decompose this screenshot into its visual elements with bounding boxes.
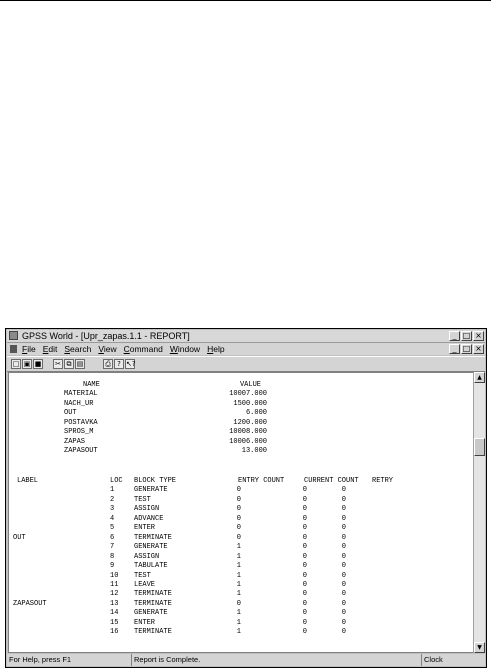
context-help-icon[interactable]: ↖?	[126, 360, 136, 368]
block-entry-count: 1	[236, 562, 241, 571]
document-icon[interactable]	[10, 345, 17, 353]
block-retry: 0	[341, 505, 346, 514]
menu-label-rest: dit	[48, 344, 58, 354]
name-cell: ZAPASOUT	[64, 447, 98, 456]
menu-mnemonic: C	[123, 344, 130, 354]
block-retry: 0	[341, 495, 346, 504]
block-loc: 7	[110, 543, 115, 552]
block-current-count: 0	[302, 609, 307, 618]
block-current-count: 0	[302, 514, 307, 523]
doc-restore-button[interactable]: □	[462, 344, 471, 353]
blocks-header-retry: RETRY	[372, 477, 394, 485]
block-type: ASSIGN	[134, 505, 160, 514]
block-loc: 5	[110, 524, 115, 533]
block-entry-count: 1	[236, 543, 241, 552]
menu-help[interactable]	[207, 343, 224, 355]
block-loc: 15	[110, 618, 119, 627]
block-type: TEST	[134, 571, 151, 580]
block-type: GENERATE	[134, 486, 168, 495]
menu-window[interactable]	[170, 343, 200, 355]
block-current-count: 0	[302, 571, 307, 580]
title-bar[interactable]	[7, 330, 485, 343]
block-retry: 0	[341, 514, 346, 523]
menu-mnemonic: E	[42, 344, 49, 354]
block-current-count: 0	[302, 599, 307, 608]
names-header-value: VALUE	[239, 381, 261, 389]
block-type: TEST	[134, 495, 151, 504]
block-current-count: 0	[302, 524, 307, 533]
value-cell: 10008.000	[229, 428, 267, 437]
menu-bar	[7, 343, 485, 355]
block-current-count: 0	[302, 495, 307, 504]
name-cell: ZAPAS	[64, 437, 86, 446]
block-retry: 0	[341, 562, 346, 571]
block-loc: 14	[110, 609, 119, 618]
blocks-header-block-type: BLOCK TYPE	[134, 477, 177, 485]
block-entry-count: 1	[236, 618, 241, 627]
block-current-count: 0	[302, 486, 307, 495]
block-retry: 0	[341, 580, 346, 589]
menu-mnemonic: F	[22, 344, 28, 354]
cut-icon[interactable]: ✂	[53, 359, 63, 369]
block-type: TERMINATE	[134, 628, 172, 637]
block-type: GENERATE	[134, 609, 168, 618]
block-entry-count: 0	[236, 599, 241, 608]
block-retry: 0	[341, 552, 346, 561]
name-cell: NACH_UR	[64, 399, 94, 408]
menu-label-rest: elp	[213, 344, 225, 354]
minimize-button[interactable]: _	[449, 331, 460, 341]
block-type: LEAVE	[134, 580, 156, 589]
name-cell: MATERIAL	[64, 390, 98, 399]
menu-label-rest: earch	[70, 344, 92, 354]
status-clock: Clock	[421, 654, 487, 666]
value-cell: 10007.000	[229, 390, 267, 399]
help-icon[interactable]: ?	[114, 359, 124, 369]
block-type: TERMINATE	[134, 599, 172, 608]
block-loc: 12	[110, 590, 119, 599]
block-loc: 8	[110, 552, 115, 561]
block-current-count: 0	[302, 628, 307, 637]
block-current-count: 0	[302, 580, 307, 589]
new-file-icon[interactable]: □	[12, 360, 20, 368]
value-cell: 1200.000	[233, 418, 267, 427]
menu-view[interactable]	[98, 343, 116, 355]
toolbar	[7, 356, 485, 372]
block-label: OUT	[13, 533, 26, 542]
menu-search[interactable]	[64, 343, 91, 355]
vertical-scrollbar[interactable]	[473, 372, 485, 653]
block-entry-count: 1	[236, 590, 241, 599]
gpss-world-window	[5, 328, 487, 668]
block-type: ENTER	[134, 524, 156, 533]
block-type: TABULATE	[134, 562, 168, 571]
scroll-down-button[interactable]: ▼	[474, 642, 485, 653]
block-entry-count: 0	[236, 505, 241, 514]
block-current-count: 0	[302, 543, 307, 552]
status-bar	[7, 654, 485, 666]
block-type: ASSIGN	[134, 552, 160, 561]
value-cell: 13.000	[241, 447, 267, 456]
block-retry: 0	[341, 599, 346, 608]
block-type: GENERATE	[134, 543, 168, 552]
print-icon[interactable]: ⎙	[103, 359, 113, 369]
scroll-up-button[interactable]: ▲	[474, 372, 485, 383]
block-entry-count: 0	[236, 533, 241, 542]
block-loc: 11	[110, 580, 119, 589]
status-help-text: For Help, press F1	[9, 655, 72, 664]
blocks-header-entry-count: ENTRY COUNT	[238, 477, 285, 485]
block-type: ADVANCE	[134, 514, 164, 523]
block-loc: 6	[110, 533, 115, 542]
block-entry-count: 1	[236, 580, 241, 589]
window-title: GPSS World - [Upr_zapas.1.1 - REPORT]	[22, 331, 190, 341]
block-entry-count: 1	[236, 552, 241, 561]
status-message: Report is Complete.	[131, 654, 421, 666]
toolbar-group	[103, 359, 135, 369]
block-entry-count: 0	[236, 514, 241, 523]
block-retry: 0	[341, 524, 346, 533]
menu-mnemonic: V	[98, 344, 104, 354]
block-loc: 13	[110, 599, 119, 608]
menu-label-rest: ile	[27, 344, 36, 354]
menu-command[interactable]	[124, 343, 163, 355]
block-loc: 2	[110, 495, 115, 504]
block-current-count: 0	[302, 590, 307, 599]
page-top-rule	[0, 0, 491, 1]
block-type: TERMINATE	[134, 533, 172, 542]
scroll-thumb[interactable]	[474, 438, 485, 456]
save-icon[interactable]: ■	[34, 360, 42, 368]
blocks-header-label: LABEL	[17, 477, 39, 485]
menu-label-rest: indow	[177, 344, 201, 354]
block-retry: 0	[341, 628, 346, 637]
menu-mnemonic: H	[207, 344, 214, 354]
name-cell: SPROS_M	[64, 428, 94, 437]
block-current-count: 0	[302, 618, 307, 627]
block-type: TERMINATE	[134, 590, 172, 599]
blocks-header-loc: LOC	[110, 477, 123, 485]
block-loc: 1	[110, 486, 115, 495]
menu-mnemonic: W	[169, 344, 178, 354]
block-type: ENTER	[134, 618, 156, 627]
report-pane[interactable]	[8, 372, 474, 653]
menu-edit[interactable]	[43, 343, 58, 355]
block-retry: 0	[341, 590, 346, 599]
open-file-icon[interactable]: ▣	[23, 360, 31, 368]
block-retry: 0	[341, 609, 346, 618]
block-entry-count: 0	[236, 495, 241, 504]
block-entry-count: 1	[236, 628, 241, 637]
block-entry-count: 1	[236, 609, 241, 618]
block-entry-count: 0	[236, 524, 241, 533]
toolbar-group	[11, 359, 43, 369]
block-retry: 0	[341, 486, 346, 495]
block-current-count: 0	[302, 505, 307, 514]
copy-icon[interactable]: ⧉	[64, 359, 74, 369]
menu-file[interactable]	[22, 343, 36, 355]
doc-minimize-button[interactable]: _	[449, 344, 460, 354]
maximize-button[interactable]: □	[462, 331, 471, 340]
app-icon[interactable]	[9, 331, 18, 340]
menu-mnemonic: S	[64, 344, 71, 354]
value-cell: 1500.000	[233, 399, 267, 408]
name-cell: POSTAVKA	[64, 418, 98, 427]
block-retry: 0	[341, 543, 346, 552]
block-loc: 3	[110, 505, 115, 514]
toolbar-group	[53, 359, 85, 369]
menu-label-rest: iew	[103, 344, 117, 354]
paste-icon[interactable]: ▤	[76, 360, 84, 368]
doc-close-button[interactable]: ×	[473, 344, 484, 354]
close-button[interactable]: ×	[473, 331, 484, 341]
value-cell: 10006.000	[229, 437, 267, 446]
name-cell: OUT	[64, 409, 77, 418]
block-current-count: 0	[302, 533, 307, 542]
blocks-header-current-count: CURRENT COUNT	[304, 477, 359, 485]
block-loc: 16	[110, 628, 119, 637]
menu-label-rest: ommand	[129, 344, 163, 354]
block-current-count: 0	[302, 562, 307, 571]
block-retry: 0	[341, 533, 346, 542]
block-entry-count: 0	[236, 486, 241, 495]
block-current-count: 0	[302, 552, 307, 561]
block-loc: 4	[110, 514, 115, 523]
names-header-name: NAME	[83, 381, 100, 389]
block-loc: 9	[110, 562, 115, 571]
block-retry: 0	[341, 618, 346, 627]
block-retry: 0	[341, 571, 346, 580]
value-cell: 6.000	[245, 409, 267, 418]
block-entry-count: 1	[236, 571, 241, 580]
block-label: ZAPASOUT	[13, 599, 47, 608]
block-loc: 10	[110, 571, 119, 580]
